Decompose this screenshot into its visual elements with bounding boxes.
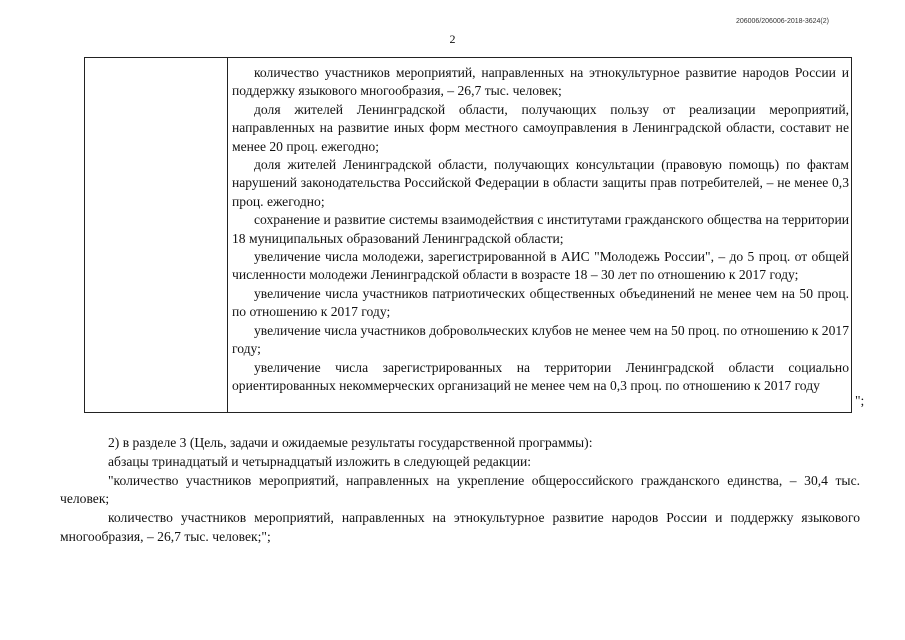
amendment-text xyxy=(60,434,860,547)
amendment-paragraph: "количество участников мероприятий, направленных на укрепление общероссийского гражданского единства, – 30,4 тыс. человек; xyxy=(60,472,860,507)
table-paragraph: количество участников мероприятий, направленных на этнокультурное развитие народов России и поддержку языкового многообразия, – 26,7 тыс. человек; xyxy=(232,65,849,99)
table-paragraph: доля жителей Ленинградской области, получающих консультации (правовую помощь) по фактам нарушений законодательства Российской Федерации в области защиты прав потребителей, – не менее 0,3 проц. ежегодно; xyxy=(232,157,849,209)
table-paragraph: увеличение числа зарегистрированных на территории Ленинградской области социально ориентированных некоммерческих организаций не менее чем на 0,3 проц. по отношению к 2017 году xyxy=(232,359,849,393)
amendment-paragraph: количество участников мероприятий, направленных на этнокультурное развитие народов России и поддержку языкового многообразия, – 26,7 тыс. человек;"; xyxy=(60,510,860,544)
amendment-item: 2) в разделе 3 (Цель, задачи и ожидаемые результаты государственной программы): xyxy=(108,435,593,450)
amendment-instruction: абзацы тринадцатый и четырнадцатый изложить в следующей редакции: xyxy=(108,453,532,469)
page-number: 2 xyxy=(449,32,456,46)
table-paragraph: увеличение числа участников патриотических общественных объединений не менее чем на 50 проц. по отношению к 2017 году; xyxy=(232,285,849,320)
table-left-cell xyxy=(85,58,228,412)
table-paragraph: увеличение числа участников добровольческих клубов не менее чем на 50 проц. по отношению к 2017 году; xyxy=(232,322,849,357)
closing-quote: "; xyxy=(855,393,865,408)
table-paragraph: сохранение и развитие системы взаимодействия с институтами гражданского общества на территории 18 муниципальных образований Ленинградской области; xyxy=(232,212,849,246)
table-paragraph: доля жителей Ленинградской области, получающих пользу от реализации мероприятий, направленных на развитие иных форм местного самоуправления в Ленинградской области, составит не менее 20 проц. ежегодно; xyxy=(232,101,849,154)
document-id: 206006/206006-2018-3624(2) xyxy=(735,18,829,25)
table-right-cell xyxy=(232,64,849,395)
table-paragraph: увеличение числа молодежи, зарегистрированной в АИС "Молодежь России", – до 5 проц. от общей численности молодежи Ленинградской области в возрасте 18 – 30 лет по отношению к 2017 году; xyxy=(232,249,849,283)
program-table xyxy=(84,57,852,413)
